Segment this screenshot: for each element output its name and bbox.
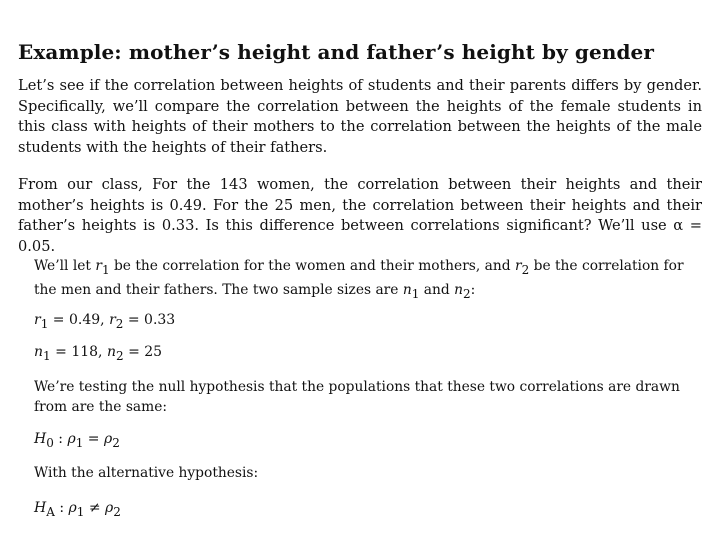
equals: =: [50, 344, 72, 360]
symbol-r1: r: [34, 312, 41, 328]
symbol-n2: n: [106, 344, 116, 360]
sub-2: 2: [521, 263, 530, 277]
null-hypothesis-intro: We’re testing the null hypothesis that the populations that these two correlations are drawn from are the same:: [34, 379, 680, 415]
null-hypothesis-equation: [34, 431, 120, 450]
symbol-n1: n: [34, 344, 44, 360]
symbol-n1: n: [402, 281, 412, 298]
symbol-r2: r: [514, 258, 522, 274]
sub-1: 1: [40, 317, 49, 331]
sub-1: 1: [411, 286, 420, 301]
equals: =: [83, 431, 104, 447]
setup-text-c: be the correlation for the men and their fathers. The two sample sizes are: [34, 258, 684, 298]
symbol-rho2: ρ: [104, 431, 113, 447]
comma: ,: [100, 312, 110, 328]
setup-text-e: :: [470, 281, 476, 298]
n1-value: 118: [71, 344, 99, 360]
slide-title: Example: mother’s height and father’s height by gender: [18, 40, 655, 64]
alternative-hypothesis-intro: With the alternative hypothesis:: [34, 465, 259, 481]
sub-1: 1: [101, 263, 110, 277]
sub-0: 0: [46, 436, 54, 450]
not-equals: ≠: [84, 500, 106, 516]
setup-text-d: and: [419, 281, 455, 298]
symbol-r2: r: [109, 312, 116, 328]
r1-value: 0.49: [68, 312, 101, 328]
sub-1: 1: [76, 505, 85, 519]
setup-text-b: be the correlation for the women and their mothers, and: [109, 258, 515, 274]
colon: :: [54, 500, 69, 516]
sub-1: 1: [43, 349, 51, 363]
n2-value: 25: [144, 344, 163, 360]
intro-paragraph: Let’s see if the correlation between heights of students and their parents differs by gender. Specifically, we’ll compare the correlation between the heights of the female students in this class with heights of their mothers to the correlation between the heights of the male students with the heights of their fathers.: [18, 77, 702, 156]
equals: =: [48, 312, 69, 328]
problem-paragraph: From our class, For the 143 women, the correlation between their heights and their mother’s heights is 0.49. For the 25 men, the correlation between their heights and their father’s heights is 0.33. Is this difference between correlations significant? We’ll use α = 0.05.: [18, 176, 702, 255]
r-values-equation: [34, 312, 175, 331]
sub-2: 2: [112, 436, 120, 450]
sub-2: 2: [115, 349, 124, 363]
symbol-HA: H: [34, 500, 47, 516]
symbol-rho1: ρ: [68, 500, 77, 516]
sub-2: 2: [462, 286, 471, 301]
sub-A: A: [46, 505, 55, 519]
comma: ,: [98, 344, 107, 360]
symbol-r1: r: [95, 258, 102, 274]
colon: :: [53, 431, 68, 447]
n-values-equation: [34, 344, 162, 363]
symbol-n2: n: [454, 281, 463, 298]
symbol-rho2: ρ: [105, 500, 114, 516]
r2-value: 0.33: [144, 312, 176, 328]
symbol-H0: H: [34, 431, 47, 447]
sub-2: 2: [113, 505, 121, 519]
equals: =: [123, 312, 145, 328]
equals: =: [123, 344, 145, 360]
setup-text-a: We’ll let: [34, 258, 96, 274]
sub-2: 2: [115, 317, 124, 331]
sub-1: 1: [75, 436, 84, 450]
alternative-hypothesis-equation: [34, 500, 121, 519]
symbol-rho1: ρ: [67, 431, 76, 447]
setup-paragraph: [34, 257, 684, 304]
